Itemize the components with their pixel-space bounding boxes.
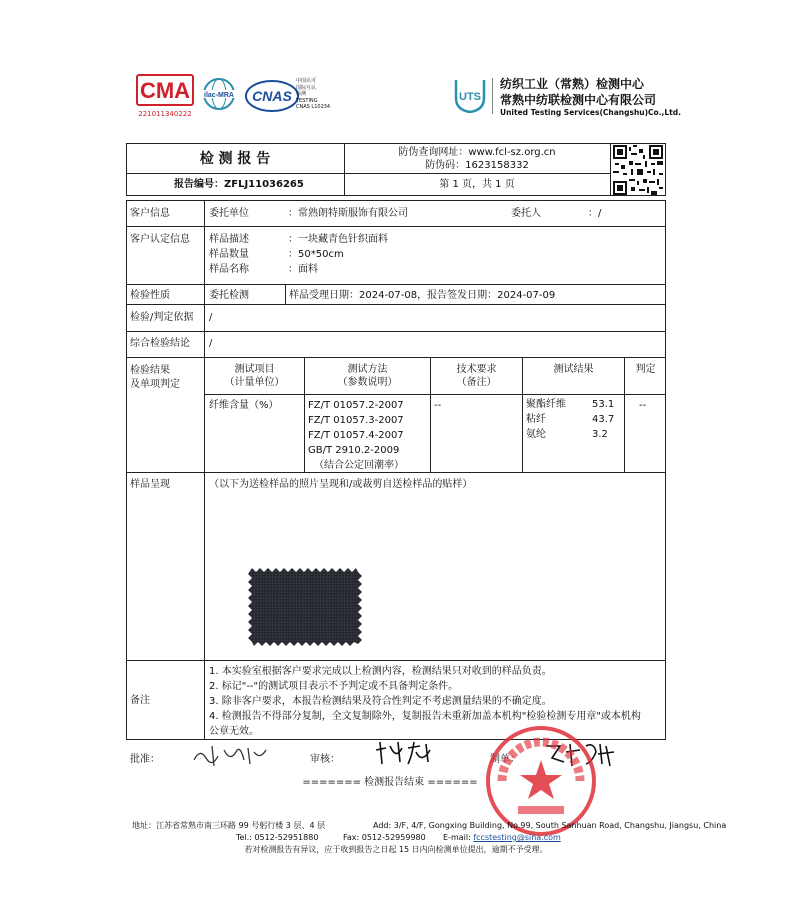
fabric-swatch bbox=[248, 568, 362, 646]
handwritten-signature-icon bbox=[372, 738, 442, 768]
review-signature bbox=[372, 738, 442, 772]
cnas-sub-2: 国际互认 bbox=[296, 84, 317, 91]
sample-name-value: ：面料 bbox=[288, 264, 318, 275]
cnas-logo bbox=[244, 78, 334, 118]
client-label: 委托单位 bbox=[209, 208, 249, 219]
report-title: 检 测 报 告 bbox=[199, 151, 271, 167]
method-5: （结合公定回潮率） bbox=[314, 460, 404, 471]
entrusted-value: ：/ bbox=[588, 208, 602, 219]
method-1: FZ/T 01057.2-2007 bbox=[308, 400, 404, 411]
remark-5: 公章无效。 bbox=[209, 726, 259, 737]
result-requirement: -- bbox=[434, 400, 442, 411]
cnas-sub-4: TESTING bbox=[296, 97, 318, 104]
fiber-1-name: 聚酯纤维 bbox=[526, 399, 566, 410]
org-name-line1: 纺织工业（常熟）检测中心 bbox=[500, 77, 645, 91]
address-en: Add: 3/F, 4/F, Gongxing Building, No.99, South Sanhuan Road, Changshu, Jiangsu, China bbox=[373, 821, 727, 830]
verify-code: 防伪码：1623158332 bbox=[425, 160, 529, 171]
header-test-method-l2: （参数说明） bbox=[337, 377, 398, 388]
verify-url: 防伪查询网址：www.fcl-sz.org.cn bbox=[398, 147, 556, 158]
section-results-1: 检验结果 bbox=[130, 365, 170, 376]
uts-divider bbox=[492, 78, 493, 114]
remark-2: 2. 标记"--"的测试项目表示不予判定或不具备判定条件。 bbox=[209, 681, 459, 692]
fiber-3-value: 3.2 bbox=[592, 429, 608, 440]
sample-name-label: 样品名称 bbox=[209, 264, 249, 275]
qr-code bbox=[613, 145, 663, 195]
email-label: E-mail: bbox=[443, 833, 474, 842]
sample-qty-value: ：50*50cm bbox=[288, 249, 344, 260]
client-value: ：常熟朗特斯服饰有限公司 bbox=[288, 208, 408, 219]
telephone: Tel.: 0512-52951880 bbox=[236, 833, 319, 842]
qr-code-icon bbox=[613, 145, 663, 195]
uts-emblem-icon bbox=[452, 76, 488, 116]
sample-desc-label: 样品描述 bbox=[209, 234, 249, 245]
section-sample: 样品呈现 bbox=[130, 479, 170, 490]
header-test-result: 测试结果 bbox=[553, 364, 594, 375]
method-2: FZ/T 01057.3-2007 bbox=[308, 415, 404, 426]
objection-notice: 若对检测报告有异议，应于收到报告之日起 15 日内向检测单位提出，逾期不予受理。 bbox=[244, 845, 548, 854]
sample-note: （以下为送检样品的照片呈现和/或裁剪自送检样品的贴样） bbox=[209, 479, 473, 490]
inspection-nature-value: 委托检测 bbox=[209, 290, 249, 301]
uts-text: UTS bbox=[459, 91, 481, 103]
header-test-method bbox=[305, 363, 430, 389]
report-end-line: ======= 检测报告结束 ====== bbox=[302, 777, 478, 788]
approve-label: 批准： bbox=[130, 754, 160, 765]
prepare-label: 制单： bbox=[490, 754, 520, 765]
cnas-text: CNAS bbox=[252, 88, 292, 104]
section-basis: 检验/判定依据 bbox=[130, 312, 194, 323]
remark-3: 3. 除非客户要求，本报告检测结果及符合性判定不考虑测量结果的不确定度。 bbox=[209, 696, 552, 707]
header-test-item bbox=[205, 363, 304, 389]
header-test-item-l1: 测试项目 bbox=[234, 364, 275, 375]
sample-qty-label: 样品数量 bbox=[209, 249, 249, 260]
ilac-text: ilac-MRA bbox=[204, 92, 234, 99]
method-4: GB/T 2910.2-2009 bbox=[308, 445, 400, 456]
cnas-oval-icon bbox=[244, 78, 300, 114]
section-remarks: 备注 bbox=[130, 695, 150, 706]
fiber-1-value: 53.1 bbox=[592, 399, 615, 410]
approve-signature bbox=[190, 740, 270, 774]
section-confirmed-info: 客户认定信息 bbox=[130, 234, 190, 245]
cnas-sub-3: 检测 bbox=[296, 91, 307, 97]
uts-logo bbox=[452, 76, 488, 116]
report-number: ZFLJ11036265 bbox=[224, 179, 304, 190]
result-judgement: -- bbox=[639, 400, 647, 411]
address-cn: 地址：江苏省常熟市南三环路 99 号躬行楼 3 层、4 层 bbox=[132, 821, 326, 830]
org-name-line2: 常熟中纺联检测中心有限公司 bbox=[500, 93, 657, 107]
section-inspection-nature: 检验性质 bbox=[130, 290, 170, 301]
header-judgement: 判定 bbox=[635, 364, 656, 375]
fiber-2-name: 粘纤 bbox=[526, 414, 546, 425]
cnas-sub-1: 中国认可 bbox=[296, 78, 317, 84]
review-label: 审核： bbox=[310, 754, 340, 765]
header-requirement bbox=[431, 363, 522, 389]
remark-4: 4. 检测报告不得部分复制，全文复制除外，复制报告未重新加盖本机构"检验检测专用章"或本机构 bbox=[209, 711, 641, 722]
method-3: FZ/T 01057.4-2007 bbox=[308, 430, 404, 441]
section-customer-info: 客户信息 bbox=[130, 208, 170, 219]
cnas-sub-5: CNAS L10234 bbox=[296, 104, 331, 110]
ilac-logo bbox=[199, 76, 239, 116]
org-name-line3: United Testing Services(Changshu)Co.,Ltd. bbox=[500, 108, 681, 117]
result-methods bbox=[308, 398, 404, 473]
handwritten-signature-icon bbox=[190, 740, 270, 770]
entrusted-label: 委托人 bbox=[511, 208, 541, 219]
fiber-2-value: 43.7 bbox=[592, 414, 615, 425]
conclusion-value: / bbox=[209, 338, 213, 349]
header-requirement-l1: 技术要求 bbox=[456, 364, 497, 375]
email-line bbox=[443, 832, 561, 844]
email-link[interactable]: fccstesting@sina.com bbox=[473, 833, 561, 842]
header-requirement-l2: （备注） bbox=[456, 377, 497, 388]
cma-number: 221011340222 bbox=[138, 110, 192, 118]
header-test-method-l1: 测试方法 bbox=[347, 364, 388, 375]
page-info: 第 1 页，共 1 页 bbox=[439, 179, 515, 190]
section-results-2: 及单项判定 bbox=[130, 379, 180, 390]
sample-desc-value: ：一块藏青色针织面料 bbox=[288, 234, 388, 245]
ilac-globe-icon bbox=[199, 76, 239, 116]
fabric-swatch-image bbox=[248, 568, 362, 646]
remark-1: 1. 本实验室根据客户要求完成以上检测内容，检测结果只对收到的样品负责。 bbox=[209, 666, 552, 677]
fiber-3-name: 氨纶 bbox=[526, 429, 546, 440]
cma-mark-icon bbox=[136, 74, 194, 106]
report-number-label bbox=[174, 178, 304, 191]
fax: Fax: 0512-52959980 bbox=[343, 833, 426, 842]
inspection-dates: 样品受理日期：2024-07-08，报告签发日期：2024-07-09 bbox=[289, 290, 556, 301]
header-test-item-l2: （计量单位） bbox=[224, 377, 285, 388]
report-number-prefix: 报告编号： bbox=[174, 179, 224, 190]
cma-text: CMA bbox=[139, 78, 191, 103]
cma-logo bbox=[136, 74, 194, 118]
basis-value: / bbox=[209, 312, 213, 323]
section-conclusion: 综合检验结论 bbox=[130, 338, 190, 349]
result-item: 纤维含量（%） bbox=[209, 400, 279, 411]
